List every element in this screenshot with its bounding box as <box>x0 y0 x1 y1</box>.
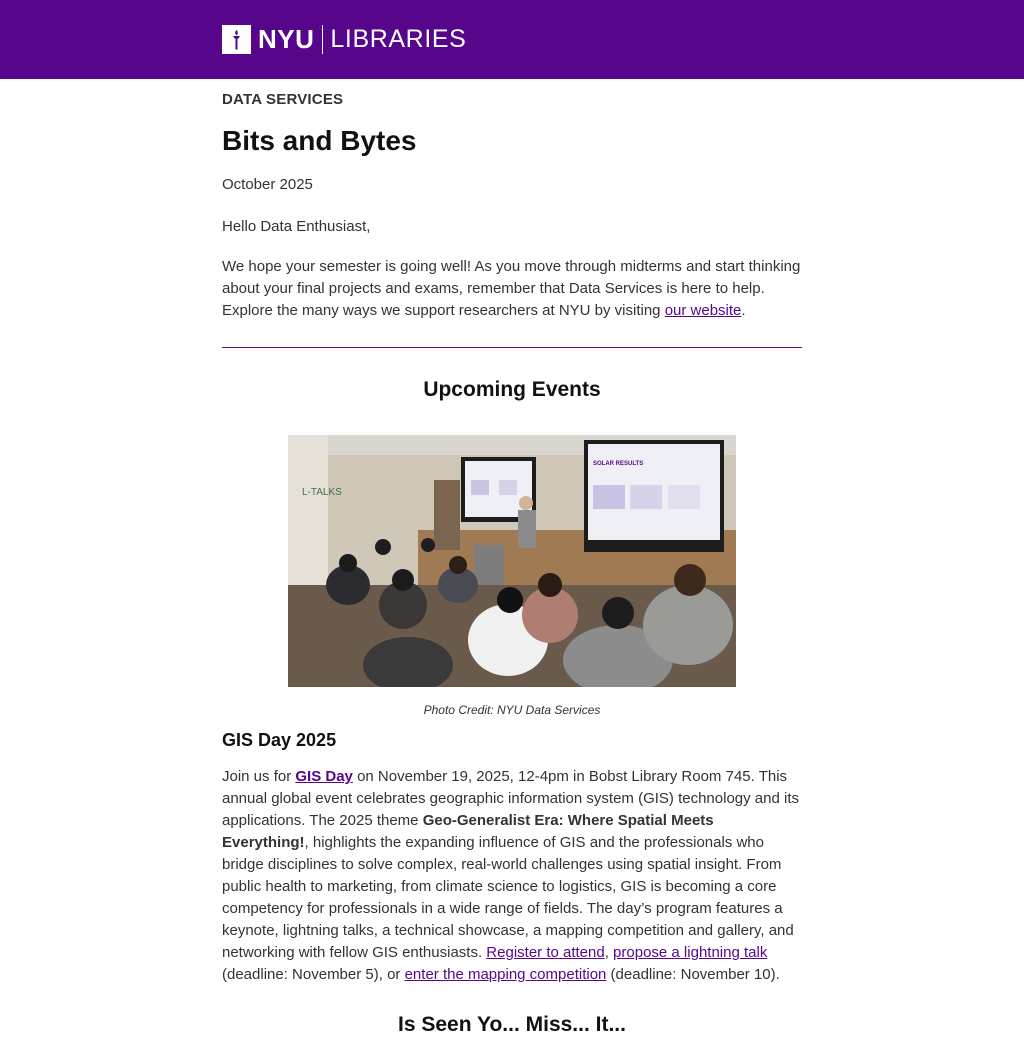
divider <box>222 347 802 348</box>
photo-caption: Photo Credit: NYU Data Services <box>423 703 601 717</box>
header-bar <box>0 0 1024 79</box>
gis-text-2: on November 19, 2025, 12-4pm in Bobst Library Room 745. This annual global event celebrates geographic information system (GIS) technology and its applications. The 2025 theme <box>222 768 799 829</box>
logo-libraries-text: LIBRARIES <box>330 25 467 53</box>
photo-screen-label: SOLAR RESULTS <box>593 461 644 467</box>
gis-text-1: Join us for <box>222 768 296 785</box>
gis-theme: Geo-Generalist Era: Where Spatial Meets Everything! <box>222 812 714 851</box>
upcoming-events-title: Upcoming Events <box>423 378 601 401</box>
next-section-title: Is Seen Yo... Miss... It... <box>398 1013 626 1036</box>
event-photo <box>288 435 736 687</box>
gis-day-link[interactable]: GIS Day <box>295 768 353 785</box>
photo-wall-sign: L-TALKS <box>302 487 342 498</box>
gis-deadline-2: (deadline: November 10). <box>606 966 780 983</box>
intro-text: We hope your semester is going well! As you move through midterms and start thinking about your final projects and exams, remember that Data Services is here to help. Explore the many ways we support researchers at NYU by visiting <box>222 258 801 319</box>
gis-text-3: , highlights the expanding influence of GIS and the professionals who bridge disciplines to solve complex, real-world challenges using spatial insight. From public health to marketing, from climate science to logistics, GIS is becoming a core competency for professionals in a wide range of fields. The day’s program features a keynote, lightning talks, a technical showcase, a mapping competition and gallery, and networking with fellow GIS enthusiasts. <box>222 834 794 961</box>
mapping-competition-link[interactable]: enter the mapping competition <box>404 966 607 983</box>
propose-talk-link[interactable]: propose a lightning talk <box>613 944 768 961</box>
our-website-link[interactable]: our website <box>664 302 742 319</box>
logo-nyu-text: NYU <box>258 24 315 54</box>
nyu-torch-icon <box>222 25 251 54</box>
register-link[interactable]: Register to attend <box>486 944 605 961</box>
intro-paragraph <box>222 256 802 322</box>
greeting: Hello Data Enthusiast, <box>222 218 371 235</box>
gis-day-description <box>222 766 802 986</box>
gis-day-title: GIS Day 2025 <box>222 730 337 750</box>
intro-end: . <box>741 302 746 319</box>
newsletter-title: Bits and Bytes <box>222 125 417 156</box>
newsletter-date: October 2025 <box>222 176 313 193</box>
section-eyebrow: DATA SERVICES <box>222 91 344 108</box>
logo-divider <box>322 25 323 54</box>
gis-comma: , <box>604 944 614 961</box>
gis-deadline-1: (deadline: November 5), or <box>222 966 405 983</box>
nyu-libraries-logo[interactable] <box>222 24 466 55</box>
